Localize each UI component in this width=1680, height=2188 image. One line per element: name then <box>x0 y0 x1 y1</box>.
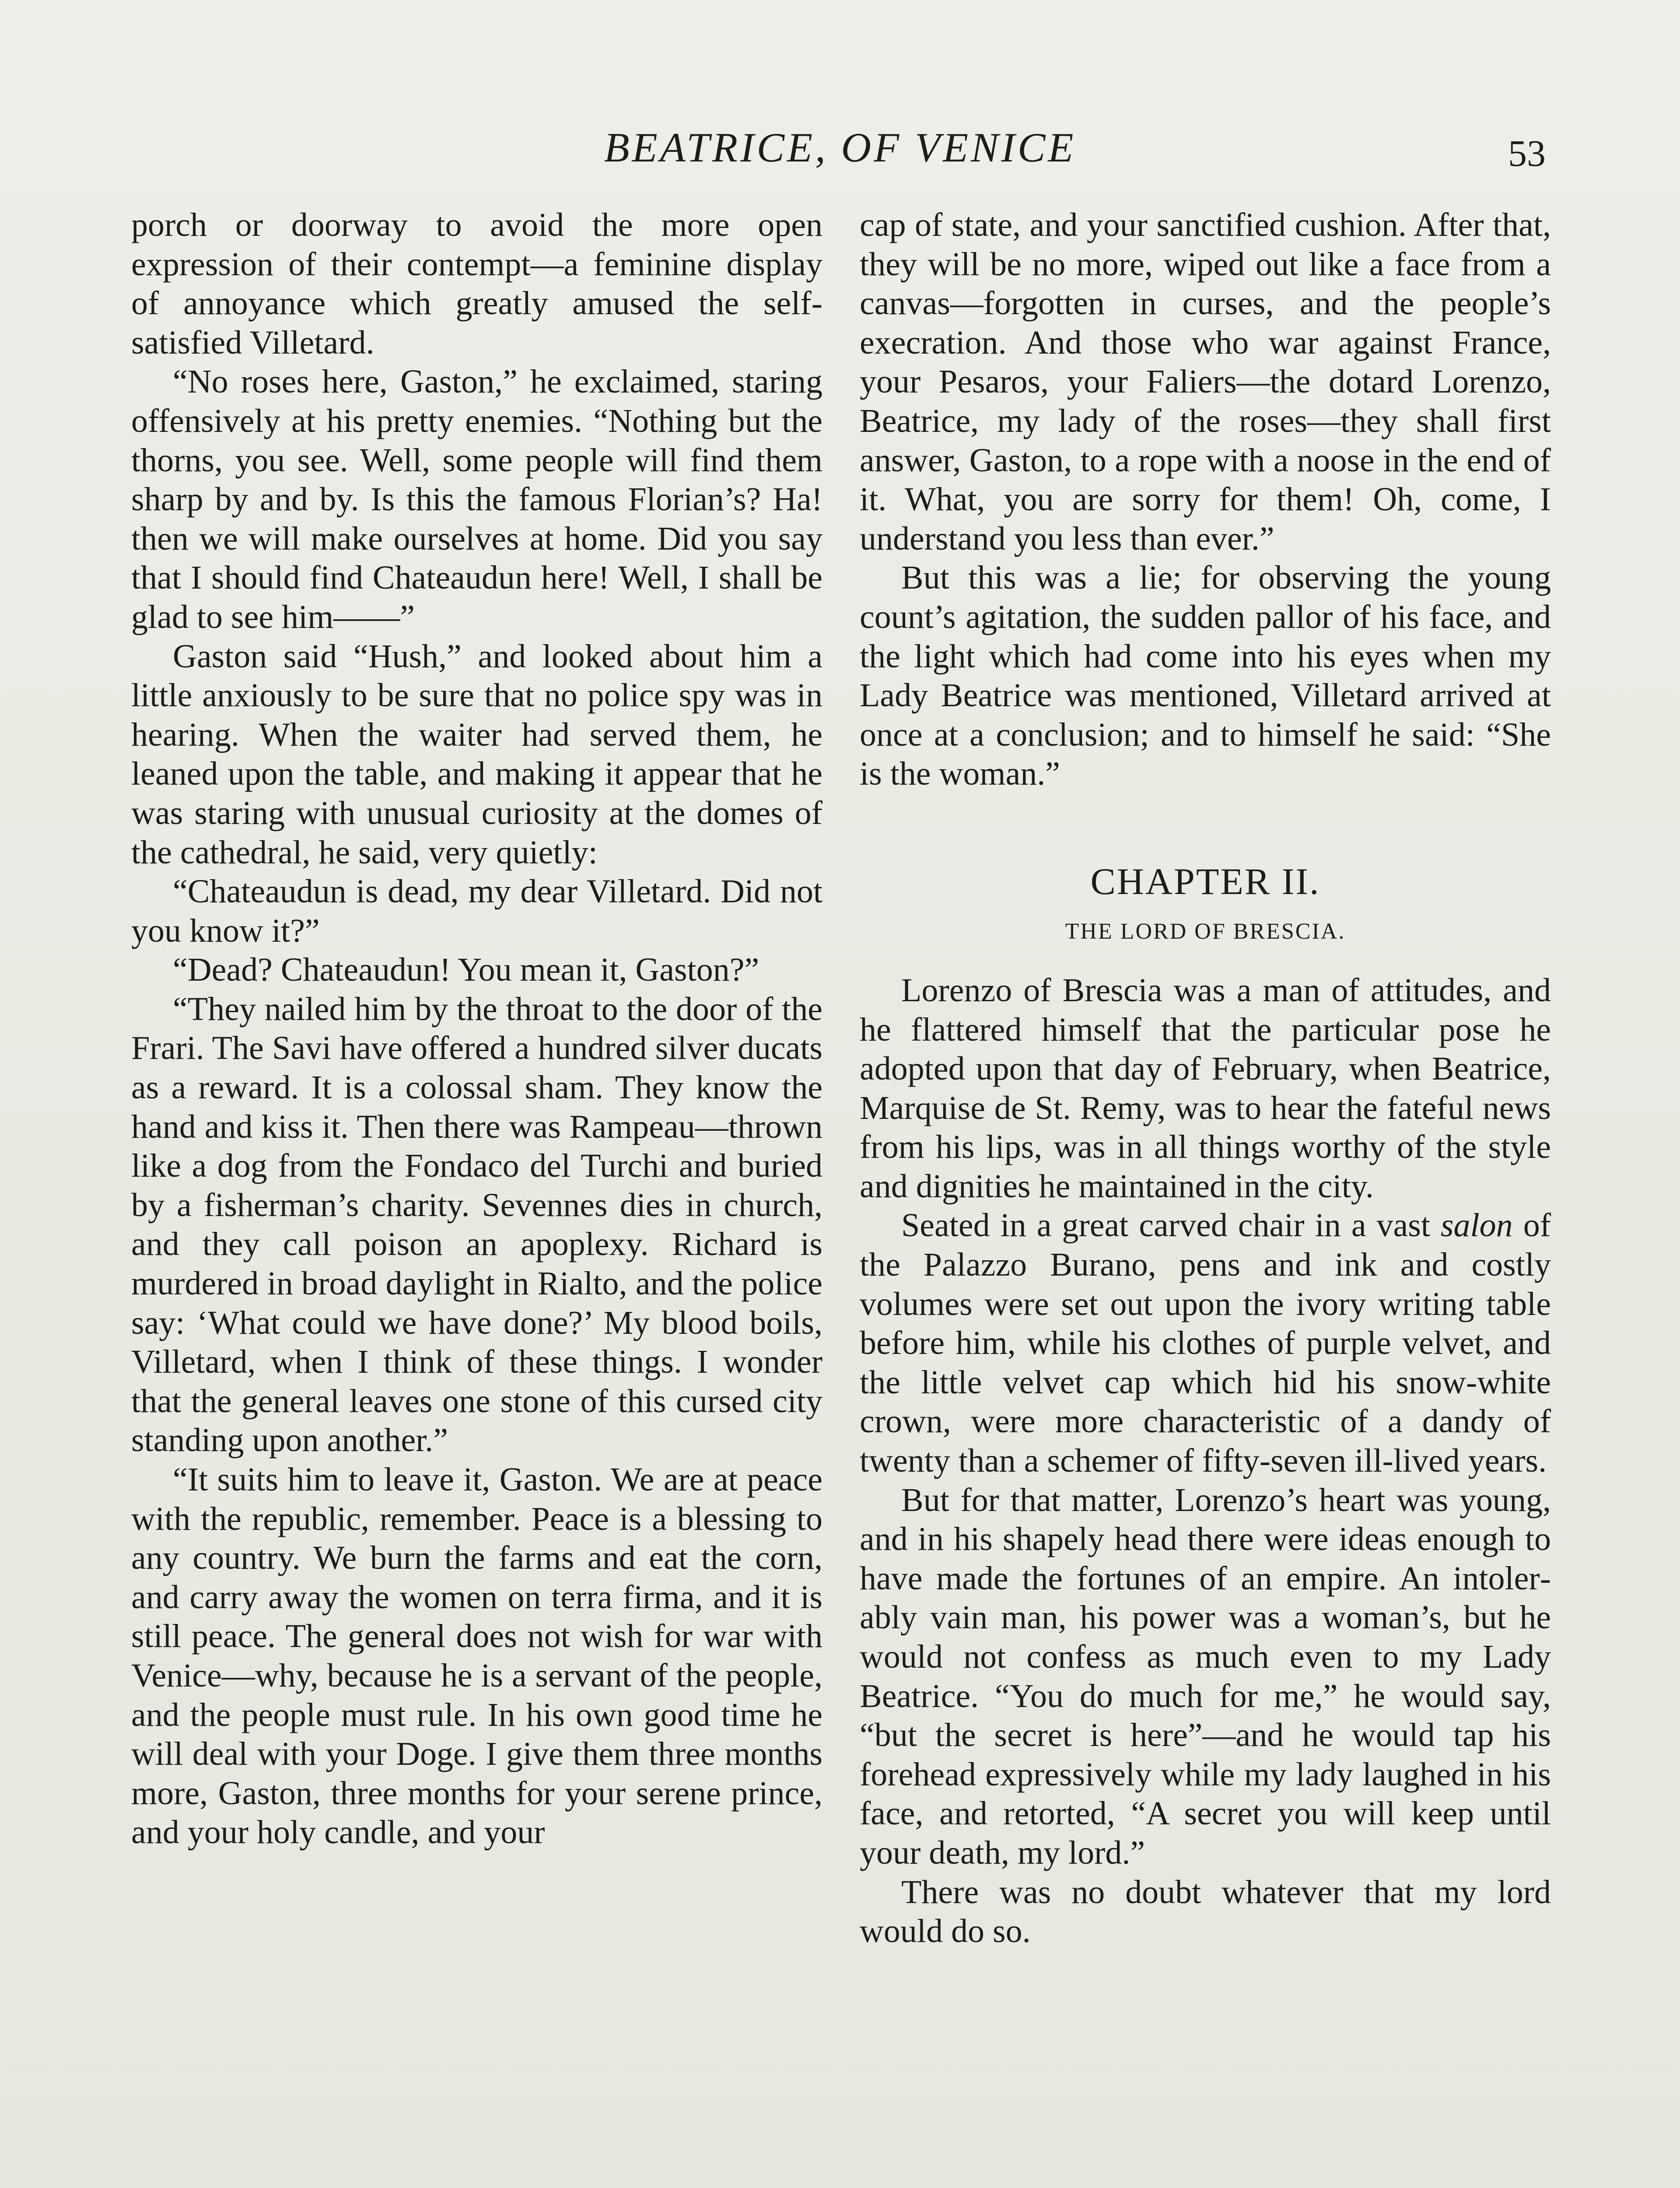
running-title: BEATRICE, OF VENICE <box>604 124 1076 171</box>
chapter-heading: CHAPTER II. <box>1090 860 1320 902</box>
chapter-subtitle: THE LORD OF BRESCIA. <box>1065 919 1346 944</box>
paragraph: But this was a lie; for observing the young count’s agitation, the sudden pallor of his face, and the light which had come into his eyes when my Lady Beatrice was mentioned, Villetard arrived at once at a conclusion; and to himself he said: “She is the woman.” <box>860 559 1551 792</box>
running-head <box>0 118 1680 179</box>
right-column <box>860 206 1551 1951</box>
left-column <box>131 206 822 1852</box>
paragraph: Lorenzo of Brescia was a man of attitudes, and he flattered himself that the particular pose he adopted upon that day of February, when Beatrice, Marquise de St. Remy, was to hear the fateful news from his lips, was in all things worthy of the style and dignities he maintained in the city. <box>860 971 1551 1205</box>
paragraph: “Dead? Chateaudun! You mean it, Gaston?” <box>173 951 760 989</box>
paragraph: “They nailed him by the throat to the door of the Frari. The Savi have offered a hundred silver ducats as a reward. It is a colossal sham. They know the hand and kiss it. Then there was Rampeau—thrown like a dog from the Fondaco del Turchi and buried by a fisherman’s charity. Sevennes dies in church, and they call poison an apoplexy. Richard is murdered in broad daylight in Rialto, and the police say: ‘What could we have done?’ My blood boils, Villetard, when I think of these things. I wonder that the general leaves one stone of this cursed city standing upon another.” <box>131 990 822 1459</box>
paragraph: porch or doorway to avoid the more open expression of their contempt—a feminine display of annoyance which greatly amused the self-satisfied Villetard. <box>131 207 822 361</box>
paragraph: But for that matter, Lorenzo’s heart was young, and in his shapely head there were ideas enough to have made the fortunes of an empire. An intolerably vain man, his power was a woman’s, but he would not confess as much even to my Lady Beatrice. “You do much for me,” he would say, “but the secret is here”—and he would tap his forehead expressively while my lady laughed in his face, and retorted, “A secret you will keep until your death, my lord.” <box>860 1481 1551 1871</box>
paragraph-text: Seated in a great carved chair in a vast <box>901 1207 1441 1244</box>
paragraph-text: of the Palazzo Burano, pens and ink and costly volumes were set out upon the ivory writing table before him, while his clothes of purple velvet, and the little velvet cap which hid his snow-white crown, were more characteristic of a dandy of twenty than a schemer of fifty-seven ill-lived years. <box>860 1207 1551 1480</box>
paragraph: Gaston said “Hush,” and looked about him a little anxiously to be sure that no police spy was in hearing. When the waiter had served them, he leaned upon the table, and making it appear that he was staring with unusual curiosity at the domes of the cathedral, he said, very quietly: <box>131 638 822 871</box>
page-number: 53 <box>1508 132 1546 174</box>
paragraph: “Chateaudun is dead, my dear Villetard. Did not you know it?” <box>131 873 822 949</box>
paragraph: There was no doubt whatever that my lord would do so. <box>860 1873 1551 1950</box>
paragraph: “No roses here, Gaston,” he exclaimed, staring offensively at his pretty enemies. “Nothing but the thorns, you see. Well, some people will find them sharp by and by. Is this the famous Florian’s? Ha! then we will make ourselves at home. Did you say that I should find Chateaudun here! Well, I shall be glad to see him——” <box>131 363 822 635</box>
paragraph <box>860 1206 1551 1480</box>
paragraph: cap of state, and your sanctified cushion. After that, they will be no more, wiped out like a face from a canvas—forgotten in curses, and the people’s execration. And those who war against France, your Pesaros, your Faliers—the dotard Lorenzo, Beatrice, my lady of the roses—they shall first answer, Gaston, to a rope with a noose in the end of it. What, you are sorry for them! Oh, come, I understand you less than ever.” <box>860 207 1551 557</box>
italic-word: salon <box>1440 1207 1513 1244</box>
paragraph: “It suits him to leave it, Gaston. We are at peace with the republic, remember. Peace is a blessing to any country. We burn the farms and eat the corn, and carry away the women on terra firma, and it is still peace. The general does not wish for war with Venice—why, because he is a servant of the people, and the people must rule. In his own good time he will deal with your Doge. I give them three months more, Gaston, three months for your serene prince, and your holy candle, and your <box>131 1461 822 1851</box>
